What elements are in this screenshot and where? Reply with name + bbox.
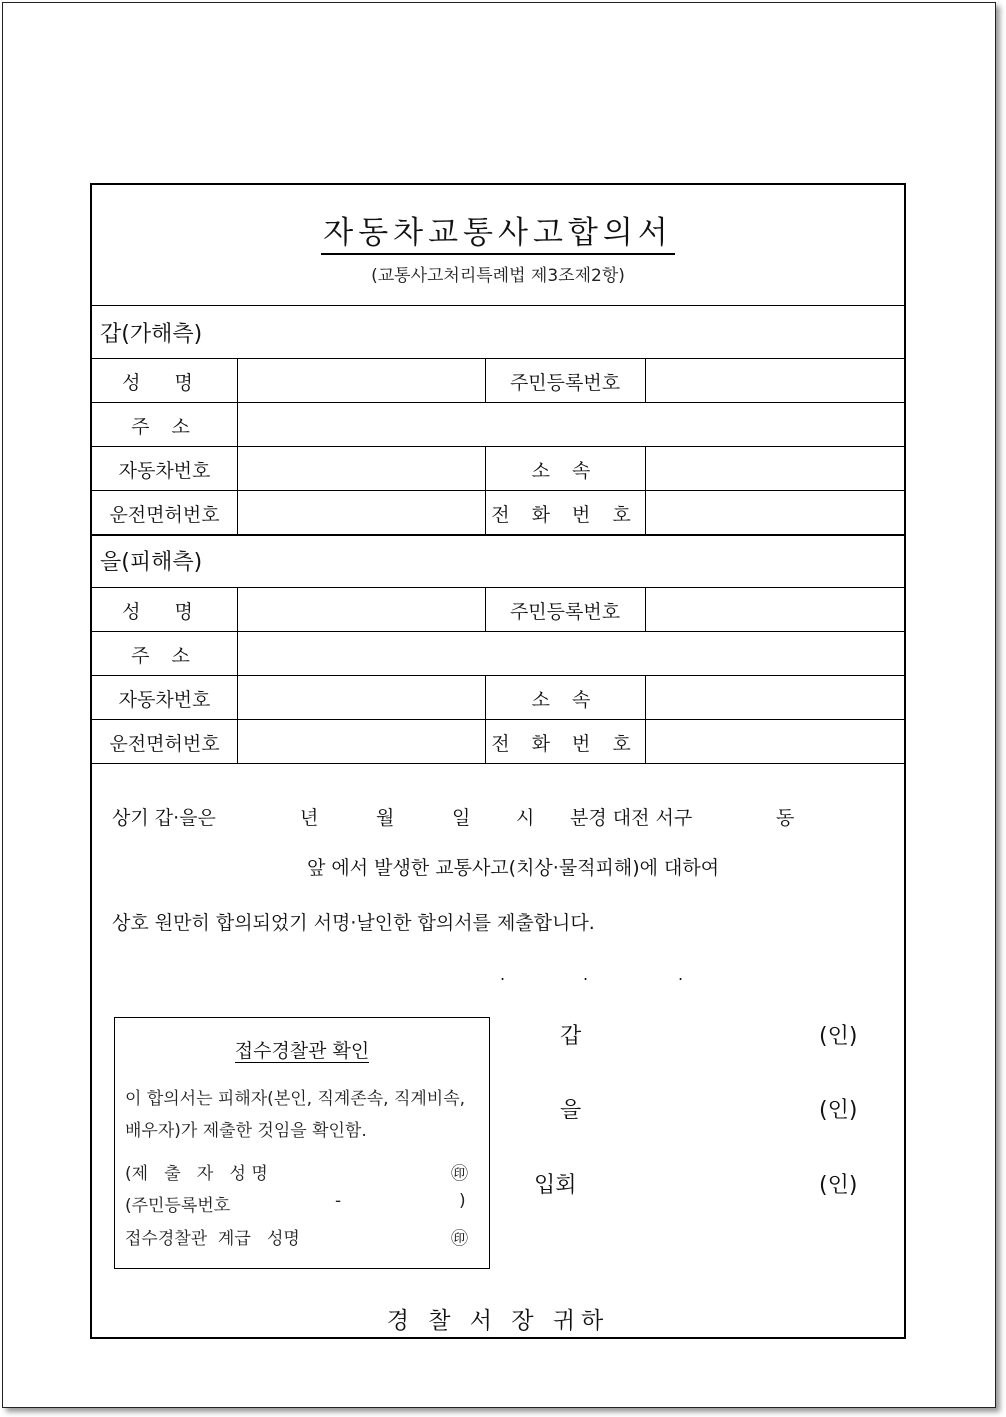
date-dot: . — [500, 965, 506, 984]
resident-no-close: ) — [459, 1191, 466, 1211]
submitter-label: (제 출 자 성 명 — [125, 1164, 268, 1184]
form-title: 자동차교통사고합의서 — [92, 207, 904, 252]
col-divider — [645, 358, 646, 402]
statement-minute-place: 분경 대전 서구 — [570, 807, 693, 829]
a-car-no-field[interactable] — [242, 451, 480, 486]
divider — [92, 305, 904, 306]
label-affiliation: 소 속 — [531, 689, 599, 711]
divider — [92, 631, 904, 632]
divider — [92, 490, 904, 491]
label-name: 성 명 — [122, 601, 207, 623]
label-phone: 전 화 번 호 — [491, 733, 639, 755]
divider — [92, 675, 904, 676]
label-phone: 전 화 번 호 — [491, 504, 639, 526]
statement-line2: 앞 에서 발생한 교통사고(치상·물적피해)에 대하여 — [307, 857, 720, 879]
confirmation-title: 접수경찰관 확인 — [234, 1040, 370, 1062]
section-divider — [92, 534, 904, 536]
resident-no-label: (주민등록번호 — [125, 1196, 231, 1216]
label-address: 주 소 — [131, 416, 198, 438]
a-phone-field[interactable] — [650, 495, 900, 530]
statement-month: 월 — [376, 807, 395, 829]
label-resident-no: 주민등록번호 — [509, 601, 621, 623]
sign-witness: 입회 — [534, 1173, 577, 1198]
label-license-no: 운전면허번호 — [109, 504, 220, 526]
a-resident-no-field[interactable] — [650, 363, 900, 398]
confirmation-text-1: 이 합의서는 피해자(본인, 직계존속, 직계비속, — [125, 1089, 466, 1109]
label-resident-no: 주민등록번호 — [509, 372, 621, 394]
statement-year: 년 — [300, 807, 319, 829]
b-affiliation-field[interactable] — [650, 680, 900, 715]
label-license-no: 운전면허번호 — [109, 733, 220, 755]
date-dot: . — [678, 965, 684, 984]
submitter-seal[interactable]: ㊞ — [451, 1164, 468, 1184]
a-address-field[interactable] — [242, 407, 900, 442]
divider — [92, 446, 904, 447]
date-dot: . — [583, 965, 589, 984]
b-address-field[interactable] — [242, 636, 900, 671]
label-car-no: 자동차번호 — [118, 689, 211, 711]
a-name-field[interactable] — [242, 363, 480, 398]
agreement-form — [90, 183, 906, 1339]
form-subtitle: (교통사고처리특례법 제3조제2항) — [371, 266, 625, 286]
divider — [92, 402, 904, 403]
officer-seal[interactable]: ㊞ — [451, 1229, 468, 1249]
resident-no-dash: - — [335, 1191, 342, 1211]
col-divider — [237, 587, 238, 763]
statement-line3: 상호 원만히 합의되었기 서명·날인한 합의서를 제출합니다. — [112, 912, 595, 934]
section-a-heading: 갑(가해측) — [100, 322, 203, 347]
b-name-field[interactable] — [242, 592, 480, 627]
label-car-no: 자동차번호 — [118, 460, 211, 482]
seal-party-a[interactable]: (인) — [819, 1024, 858, 1049]
statement-day: 일 — [452, 807, 471, 829]
officer-confirmation-box — [114, 1017, 490, 1269]
sign-party-b: 을 — [560, 1098, 582, 1123]
officer-rank-name-label: 접수경찰관 계급 성명 — [125, 1229, 300, 1249]
divider — [92, 719, 904, 720]
seal-witness[interactable]: (인) — [819, 1173, 858, 1198]
b-resident-no-field[interactable] — [650, 592, 900, 627]
a-affiliation-field[interactable] — [650, 451, 900, 486]
section-b-heading: 을(피해측) — [100, 550, 203, 575]
col-divider — [645, 675, 646, 763]
label-name: 성 명 — [122, 372, 207, 394]
divider — [92, 763, 904, 764]
statement-hour: 시 — [516, 807, 535, 829]
b-phone-field[interactable] — [650, 724, 900, 759]
statement-lead: 상기 갑·을은 — [112, 807, 216, 829]
confirmation-text-2: 배우자)가 제출한 것임을 확인함. — [125, 1121, 367, 1141]
divider — [92, 587, 904, 588]
a-license-no-field[interactable] — [242, 495, 480, 530]
col-divider — [237, 358, 238, 534]
label-affiliation: 소 속 — [531, 460, 599, 482]
sign-party-a: 갑 — [560, 1024, 582, 1049]
b-car-no-field[interactable] — [242, 680, 480, 715]
statement-dong: 동 — [776, 807, 795, 829]
b-license-no-field[interactable] — [242, 724, 480, 759]
divider — [92, 358, 904, 359]
col-divider — [645, 446, 646, 534]
page-frame — [2, 2, 996, 1408]
label-address: 주 소 — [131, 645, 198, 667]
col-divider — [645, 587, 646, 631]
addressee-footer: 경 찰 서 장 귀하 — [386, 1308, 610, 1334]
seal-party-b[interactable]: (인) — [819, 1098, 858, 1123]
